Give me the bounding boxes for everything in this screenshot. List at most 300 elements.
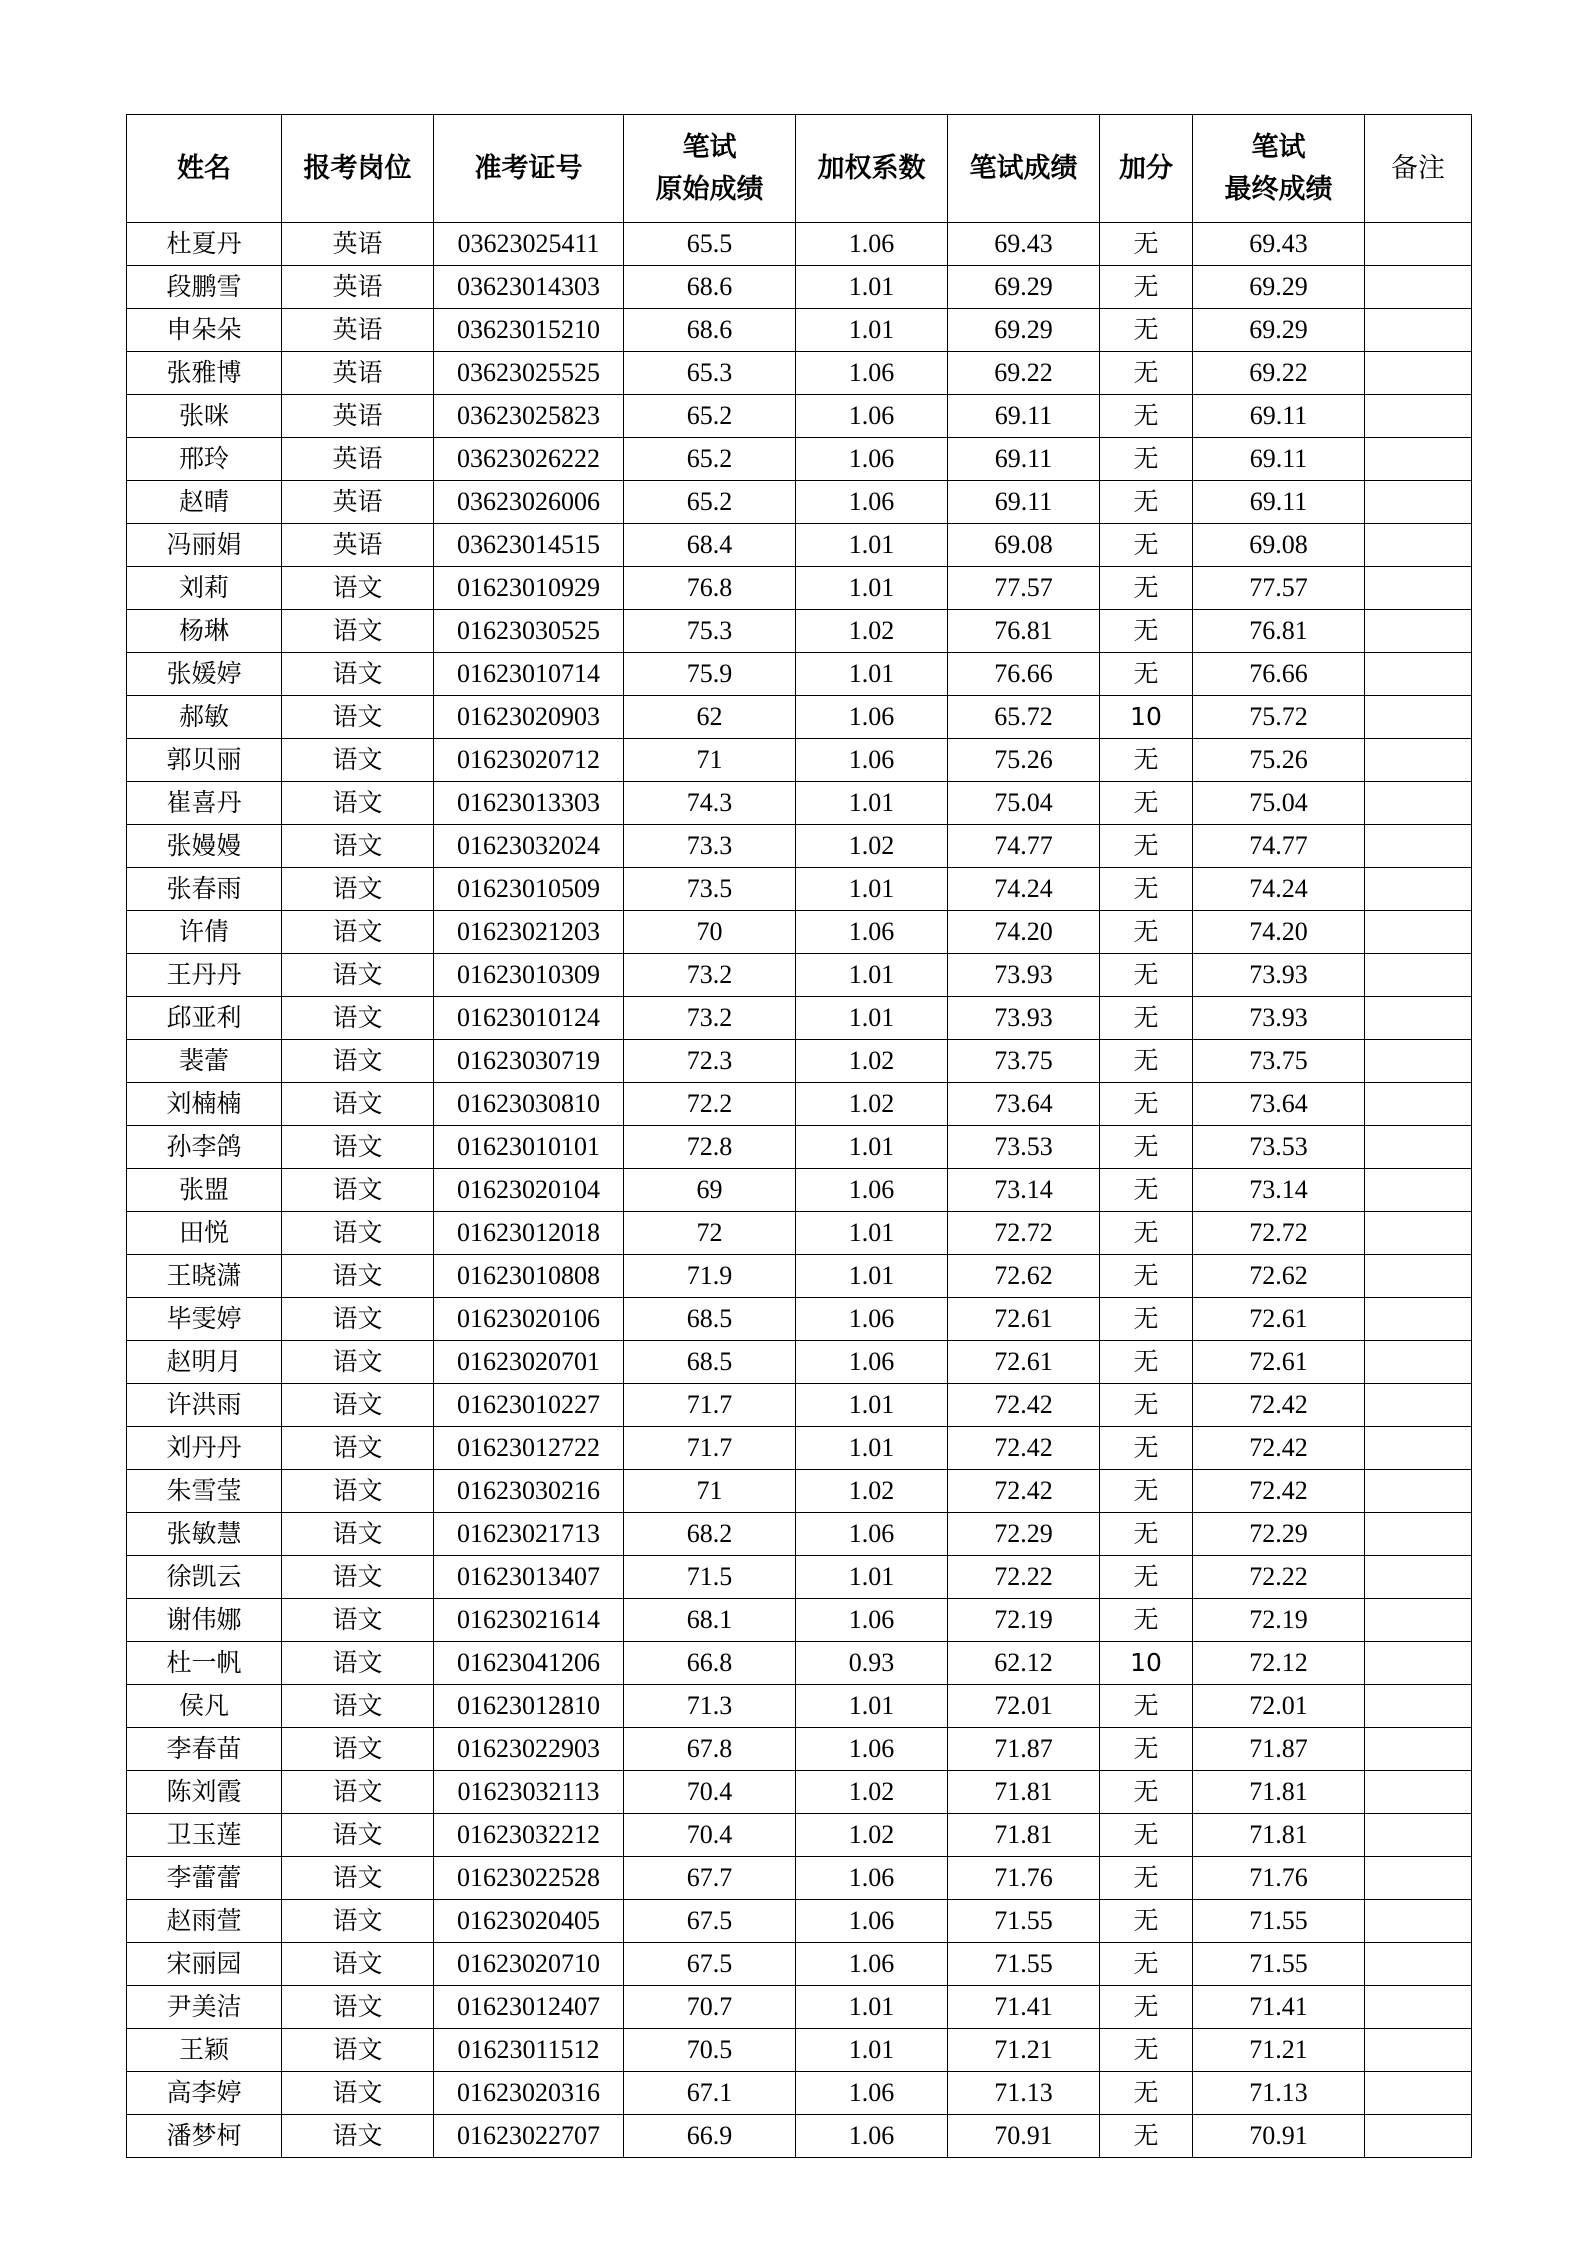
cell-name: 王丹丹: [127, 954, 282, 997]
cell-final-score: 71.21: [1193, 2029, 1365, 2072]
cell-final-score: 71.81: [1193, 1814, 1365, 1857]
table-row: [127, 438, 1472, 481]
cell-ticket: 03623025525: [434, 352, 624, 395]
table-row: [127, 911, 1472, 954]
cell-name: 徐凯云: [127, 1556, 282, 1599]
cell-name: 刘楠楠: [127, 1083, 282, 1126]
table-row: [127, 524, 1472, 567]
cell-final-score: 74.20: [1193, 911, 1365, 954]
cell-name: 张嫚嫚: [127, 825, 282, 868]
cell-remark: [1365, 1083, 1472, 1126]
cell-weight: 1.01: [796, 1384, 948, 1427]
cell-raw-score: 70: [624, 911, 796, 954]
cell-weight: 1.01: [796, 1212, 948, 1255]
cell-final-score: 69.11: [1193, 438, 1365, 481]
cell-weight: 1.01: [796, 1986, 948, 2029]
cell-raw-score: 73.2: [624, 997, 796, 1040]
cell-remark: [1365, 954, 1472, 997]
cell-bonus: 无: [1100, 2029, 1193, 2072]
cell-name: 张春雨: [127, 868, 282, 911]
cell-bonus: 无: [1100, 1212, 1193, 1255]
table-row: [127, 739, 1472, 782]
cell-final-score: 75.04: [1193, 782, 1365, 825]
cell-remark: [1365, 1900, 1472, 1943]
cell-ticket: 01623010808: [434, 1255, 624, 1298]
cell-raw-score: 68.2: [624, 1513, 796, 1556]
cell-name: 杨琳: [127, 610, 282, 653]
cell-weight: 1.01: [796, 567, 948, 610]
cell-raw-score: 67.1: [624, 2072, 796, 2115]
cell-final-score: 72.29: [1193, 1513, 1365, 1556]
cell-written-score: 69.29: [948, 266, 1100, 309]
cell-position: 语文: [282, 1599, 434, 1642]
cell-position: 语文: [282, 653, 434, 696]
cell-raw-score: 67.8: [624, 1728, 796, 1771]
cell-bonus: 无: [1100, 1040, 1193, 1083]
cell-ticket: 01623041206: [434, 1642, 624, 1685]
cell-ticket: 01623020710: [434, 1943, 624, 1986]
cell-ticket: 03623026222: [434, 438, 624, 481]
cell-ticket: 01623020106: [434, 1298, 624, 1341]
cell-weight: 1.06: [796, 1169, 948, 1212]
cell-name: 杜一帆: [127, 1642, 282, 1685]
cell-position: 英语: [282, 266, 434, 309]
cell-bonus: 无: [1100, 352, 1193, 395]
cell-written-score: 71.81: [948, 1814, 1100, 1857]
cell-final-score: 72.61: [1193, 1341, 1365, 1384]
cell-ticket: 03623014303: [434, 266, 624, 309]
header-raw-score-line1: 笔试: [682, 131, 737, 163]
cell-position: 英语: [282, 438, 434, 481]
cell-name: 申朵朵: [127, 309, 282, 352]
cell-name: 冯丽娟: [127, 524, 282, 567]
cell-written-score: 71.55: [948, 1943, 1100, 1986]
cell-final-score: 71.87: [1193, 1728, 1365, 1771]
cell-written-score: 72.61: [948, 1298, 1100, 1341]
cell-ticket: 01623032024: [434, 825, 624, 868]
cell-written-score: 77.57: [948, 567, 1100, 610]
cell-written-score: 62.12: [948, 1642, 1100, 1685]
cell-name: 张敏慧: [127, 1513, 282, 1556]
cell-final-score: 72.19: [1193, 1599, 1365, 1642]
table-row: [127, 610, 1472, 653]
cell-remark: [1365, 696, 1472, 739]
header-row: [127, 115, 1472, 223]
table-row: [127, 825, 1472, 868]
cell-name: 刘丹丹: [127, 1427, 282, 1470]
cell-final-score: 77.57: [1193, 567, 1365, 610]
table-row: [127, 1298, 1472, 1341]
cell-position: 语文: [282, 1212, 434, 1255]
header-raw-score: [624, 115, 796, 223]
table-row: [127, 2115, 1472, 2158]
cell-final-score: 69.22: [1193, 352, 1365, 395]
cell-raw-score: 73.2: [624, 954, 796, 997]
cell-bonus: 无: [1100, 266, 1193, 309]
cell-final-score: 71.55: [1193, 1943, 1365, 1986]
cell-written-score: 70.91: [948, 2115, 1100, 2158]
cell-weight: 1.02: [796, 1814, 948, 1857]
cell-weight: 1.01: [796, 782, 948, 825]
cell-written-score: 73.64: [948, 1083, 1100, 1126]
cell-written-score: 72.61: [948, 1341, 1100, 1384]
cell-final-score: 73.75: [1193, 1040, 1365, 1083]
cell-remark: [1365, 911, 1472, 954]
cell-remark: [1365, 567, 1472, 610]
cell-name: 尹美洁: [127, 1986, 282, 2029]
cell-weight: 1.06: [796, 481, 948, 524]
cell-weight: 1.06: [796, 438, 948, 481]
cell-raw-score: 71.9: [624, 1255, 796, 1298]
cell-raw-score: 72: [624, 1212, 796, 1255]
cell-ticket: 01623010124: [434, 997, 624, 1040]
cell-final-score: 69.08: [1193, 524, 1365, 567]
table-row: [127, 1986, 1472, 2029]
cell-final-score: 72.42: [1193, 1427, 1365, 1470]
cell-ticket: 01623022528: [434, 1857, 624, 1900]
table-row: [127, 696, 1472, 739]
cell-remark: [1365, 2115, 1472, 2158]
cell-remark: [1365, 1212, 1472, 1255]
cell-bonus: 无: [1100, 1126, 1193, 1169]
cell-name: 许洪雨: [127, 1384, 282, 1427]
cell-final-score: 69.43: [1193, 223, 1365, 266]
cell-ticket: 01623013303: [434, 782, 624, 825]
cell-bonus: 无: [1100, 1685, 1193, 1728]
cell-position: 语文: [282, 1126, 434, 1169]
cell-name: 崔喜丹: [127, 782, 282, 825]
cell-raw-score: 73.5: [624, 868, 796, 911]
cell-remark: [1365, 1255, 1472, 1298]
cell-ticket: 03623025823: [434, 395, 624, 438]
cell-name: 毕雯婷: [127, 1298, 282, 1341]
cell-weight: 1.01: [796, 868, 948, 911]
cell-remark: [1365, 266, 1472, 309]
header-final-score: [1193, 115, 1365, 223]
cell-raw-score: 71.5: [624, 1556, 796, 1599]
cell-raw-score: 71: [624, 1470, 796, 1513]
cell-name: 陈刘霞: [127, 1771, 282, 1814]
cell-ticket: 01623010227: [434, 1384, 624, 1427]
cell-weight: 0.93: [796, 1642, 948, 1685]
cell-written-score: 72.42: [948, 1427, 1100, 1470]
cell-position: 语文: [282, 1298, 434, 1341]
table-row: [127, 481, 1472, 524]
cell-remark: [1365, 1599, 1472, 1642]
cell-name: 高李婷: [127, 2072, 282, 2115]
cell-raw-score: 71.7: [624, 1427, 796, 1470]
cell-remark: [1365, 1513, 1472, 1556]
cell-bonus: 10: [1100, 1642, 1193, 1685]
cell-bonus: 无: [1100, 1341, 1193, 1384]
header-ticket: 准考证号: [434, 115, 624, 223]
header-final-score-line2: 最终成绩: [1224, 173, 1333, 205]
cell-position: 语文: [282, 739, 434, 782]
cell-name: 李春苗: [127, 1728, 282, 1771]
cell-final-score: 72.61: [1193, 1298, 1365, 1341]
cell-bonus: 无: [1100, 1384, 1193, 1427]
cell-name: 朱雪莹: [127, 1470, 282, 1513]
cell-name: 张咪: [127, 395, 282, 438]
cell-weight: 1.06: [796, 2072, 948, 2115]
cell-position: 语文: [282, 1341, 434, 1384]
cell-written-score: 71.87: [948, 1728, 1100, 1771]
cell-ticket: 03623014515: [434, 524, 624, 567]
table-row: [127, 1556, 1472, 1599]
cell-ticket: 01623032212: [434, 1814, 624, 1857]
cell-weight: 1.06: [796, 911, 948, 954]
cell-bonus: 无: [1100, 223, 1193, 266]
cell-position: 语文: [282, 567, 434, 610]
table-row: [127, 223, 1472, 266]
table-row: [127, 782, 1472, 825]
cell-weight: 1.01: [796, 309, 948, 352]
cell-written-score: 69.11: [948, 395, 1100, 438]
cell-position: 英语: [282, 223, 434, 266]
cell-ticket: 01623012810: [434, 1685, 624, 1728]
cell-raw-score: 76.8: [624, 567, 796, 610]
cell-raw-score: 65.3: [624, 352, 796, 395]
cell-bonus: 无: [1100, 997, 1193, 1040]
cell-raw-score: 68.4: [624, 524, 796, 567]
cell-weight: 1.02: [796, 610, 948, 653]
cell-remark: [1365, 1857, 1472, 1900]
cell-bonus: 无: [1100, 1556, 1193, 1599]
cell-bonus: 无: [1100, 1083, 1193, 1126]
cell-name: 潘梦柯: [127, 2115, 282, 2158]
cell-weight: 1.06: [796, 2115, 948, 2158]
cell-name: 侯凡: [127, 1685, 282, 1728]
score-table: [126, 114, 1472, 2158]
cell-final-score: 71.55: [1193, 1900, 1365, 1943]
cell-raw-score: 67.5: [624, 1900, 796, 1943]
header-raw-score-line2: 原始成绩: [655, 173, 764, 205]
cell-raw-score: 70.4: [624, 1771, 796, 1814]
cell-written-score: 72.22: [948, 1556, 1100, 1599]
cell-raw-score: 71: [624, 739, 796, 782]
table-row: [127, 1470, 1472, 1513]
cell-bonus: 10: [1100, 696, 1193, 739]
cell-ticket: 01623020701: [434, 1341, 624, 1384]
cell-position: 英语: [282, 309, 434, 352]
cell-written-score: 69.11: [948, 438, 1100, 481]
cell-weight: 1.06: [796, 352, 948, 395]
cell-bonus: 无: [1100, 1599, 1193, 1642]
cell-weight: 1.06: [796, 1943, 948, 1986]
cell-final-score: 73.93: [1193, 954, 1365, 997]
cell-weight: 1.02: [796, 1771, 948, 1814]
table-row: [127, 868, 1472, 911]
table-row: [127, 1040, 1472, 1083]
cell-remark: [1365, 524, 1472, 567]
cell-weight: 1.06: [796, 395, 948, 438]
cell-raw-score: 68.1: [624, 1599, 796, 1642]
cell-name: 裴蕾: [127, 1040, 282, 1083]
cell-name: 宋丽园: [127, 1943, 282, 1986]
table-row: [127, 309, 1472, 352]
cell-position: 语文: [282, 1384, 434, 1427]
cell-remark: [1365, 782, 1472, 825]
cell-ticket: 01623020405: [434, 1900, 624, 1943]
cell-weight: 1.01: [796, 1556, 948, 1599]
cell-position: 语文: [282, 1556, 434, 1599]
cell-name: 孙李鸽: [127, 1126, 282, 1169]
table-row: [127, 997, 1472, 1040]
cell-position: 语文: [282, 1255, 434, 1298]
cell-bonus: 无: [1100, 1814, 1193, 1857]
cell-weight: 1.06: [796, 739, 948, 782]
cell-raw-score: 66.9: [624, 2115, 796, 2158]
table-row: [127, 1427, 1472, 1470]
cell-remark: [1365, 223, 1472, 266]
cell-remark: [1365, 1728, 1472, 1771]
cell-raw-score: 74.3: [624, 782, 796, 825]
cell-position: 语文: [282, 1642, 434, 1685]
cell-weight: 1.06: [796, 1513, 948, 1556]
cell-final-score: 74.77: [1193, 825, 1365, 868]
cell-position: 英语: [282, 352, 434, 395]
cell-final-score: 71.81: [1193, 1771, 1365, 1814]
cell-final-score: 71.76: [1193, 1857, 1365, 1900]
cell-remark: [1365, 1169, 1472, 1212]
cell-weight: 1.06: [796, 1298, 948, 1341]
cell-written-score: 71.55: [948, 1900, 1100, 1943]
cell-position: 语文: [282, 868, 434, 911]
cell-raw-score: 72.3: [624, 1040, 796, 1083]
cell-name: 杜夏丹: [127, 223, 282, 266]
cell-raw-score: 65.5: [624, 223, 796, 266]
cell-remark: [1365, 1685, 1472, 1728]
cell-final-score: 70.91: [1193, 2115, 1365, 2158]
cell-written-score: 71.21: [948, 2029, 1100, 2072]
cell-ticket: 01623010714: [434, 653, 624, 696]
cell-bonus: 无: [1100, 2115, 1193, 2158]
cell-position: 语文: [282, 696, 434, 739]
cell-written-score: 72.29: [948, 1513, 1100, 1556]
cell-raw-score: 68.5: [624, 1341, 796, 1384]
cell-remark: [1365, 1040, 1472, 1083]
cell-raw-score: 67.5: [624, 1943, 796, 1986]
cell-final-score: 73.53: [1193, 1126, 1365, 1169]
cell-written-score: 71.13: [948, 2072, 1100, 2115]
cell-position: 语文: [282, 1513, 434, 1556]
cell-ticket: 01623021713: [434, 1513, 624, 1556]
cell-raw-score: 71.7: [624, 1384, 796, 1427]
cell-written-score: 72.62: [948, 1255, 1100, 1298]
cell-raw-score: 70.5: [624, 2029, 796, 2072]
cell-position: 语文: [282, 2072, 434, 2115]
cell-ticket: 01623020104: [434, 1169, 624, 1212]
cell-weight: 1.01: [796, 1427, 948, 1470]
cell-raw-score: 72.2: [624, 1083, 796, 1126]
cell-position: 语文: [282, 1857, 434, 1900]
cell-name: 段鹏雪: [127, 266, 282, 309]
cell-position: 英语: [282, 481, 434, 524]
cell-bonus: 无: [1100, 395, 1193, 438]
cell-bonus: 无: [1100, 438, 1193, 481]
cell-name: 张盟: [127, 1169, 282, 1212]
cell-position: 语文: [282, 782, 434, 825]
cell-ticket: 01623010929: [434, 567, 624, 610]
cell-ticket: 01623022707: [434, 2115, 624, 2158]
cell-ticket: 01623020712: [434, 739, 624, 782]
cell-ticket: 01623010509: [434, 868, 624, 911]
cell-bonus: 无: [1100, 868, 1193, 911]
table-row: [127, 2072, 1472, 2115]
table-row: [127, 352, 1472, 395]
cell-position: 语文: [282, 1427, 434, 1470]
cell-position: 语文: [282, 1685, 434, 1728]
table-row: [127, 1212, 1472, 1255]
cell-final-score: 76.66: [1193, 653, 1365, 696]
cell-raw-score: 73.3: [624, 825, 796, 868]
cell-remark: [1365, 1642, 1472, 1685]
cell-remark: [1365, 2072, 1472, 2115]
header-name: 姓名: [127, 115, 282, 223]
header-bonus: 加分: [1100, 115, 1193, 223]
cell-remark: [1365, 352, 1472, 395]
cell-final-score: 72.22: [1193, 1556, 1365, 1599]
cell-position: 语文: [282, 1943, 434, 1986]
cell-written-score: 76.81: [948, 610, 1100, 653]
cell-bonus: 无: [1100, 1986, 1193, 2029]
cell-position: 语文: [282, 1083, 434, 1126]
cell-name: 邱亚利: [127, 997, 282, 1040]
cell-weight: 1.01: [796, 266, 948, 309]
cell-remark: [1365, 309, 1472, 352]
cell-ticket: 01623022903: [434, 1728, 624, 1771]
cell-final-score: 71.13: [1193, 2072, 1365, 2115]
cell-bonus: 无: [1100, 782, 1193, 825]
cell-ticket: 03623015210: [434, 309, 624, 352]
cell-written-score: 71.76: [948, 1857, 1100, 1900]
cell-raw-score: 71.3: [624, 1685, 796, 1728]
cell-position: 语文: [282, 1040, 434, 1083]
cell-bonus: 无: [1100, 1427, 1193, 1470]
cell-written-score: 72.01: [948, 1685, 1100, 1728]
cell-weight: 1.02: [796, 1083, 948, 1126]
cell-position: 语文: [282, 610, 434, 653]
cell-ticket: 01623020316: [434, 2072, 624, 2115]
cell-remark: [1365, 481, 1472, 524]
cell-raw-score: 72.8: [624, 1126, 796, 1169]
cell-bonus: 无: [1100, 1470, 1193, 1513]
cell-name: 郝敏: [127, 696, 282, 739]
cell-remark: [1365, 825, 1472, 868]
table-row: [127, 1169, 1472, 1212]
cell-bonus: 无: [1100, 954, 1193, 997]
cell-remark: [1365, 1814, 1472, 1857]
cell-ticket: 03623025411: [434, 223, 624, 266]
table-row: [127, 1685, 1472, 1728]
cell-final-score: 73.64: [1193, 1083, 1365, 1126]
cell-weight: 1.02: [796, 825, 948, 868]
header-position: 报考岗位: [282, 115, 434, 223]
cell-written-score: 74.77: [948, 825, 1100, 868]
cell-weight: 1.02: [796, 1470, 948, 1513]
table-row: [127, 1814, 1472, 1857]
table-row: [127, 1900, 1472, 1943]
cell-bonus: 无: [1100, 1255, 1193, 1298]
cell-position: 语文: [282, 2115, 434, 2158]
table-row: [127, 1513, 1472, 1556]
cell-final-score: 73.93: [1193, 997, 1365, 1040]
cell-raw-score: 65.2: [624, 438, 796, 481]
cell-remark: [1365, 1427, 1472, 1470]
cell-final-score: 71.41: [1193, 1986, 1365, 2029]
cell-written-score: 73.93: [948, 997, 1100, 1040]
cell-position: 语文: [282, 954, 434, 997]
